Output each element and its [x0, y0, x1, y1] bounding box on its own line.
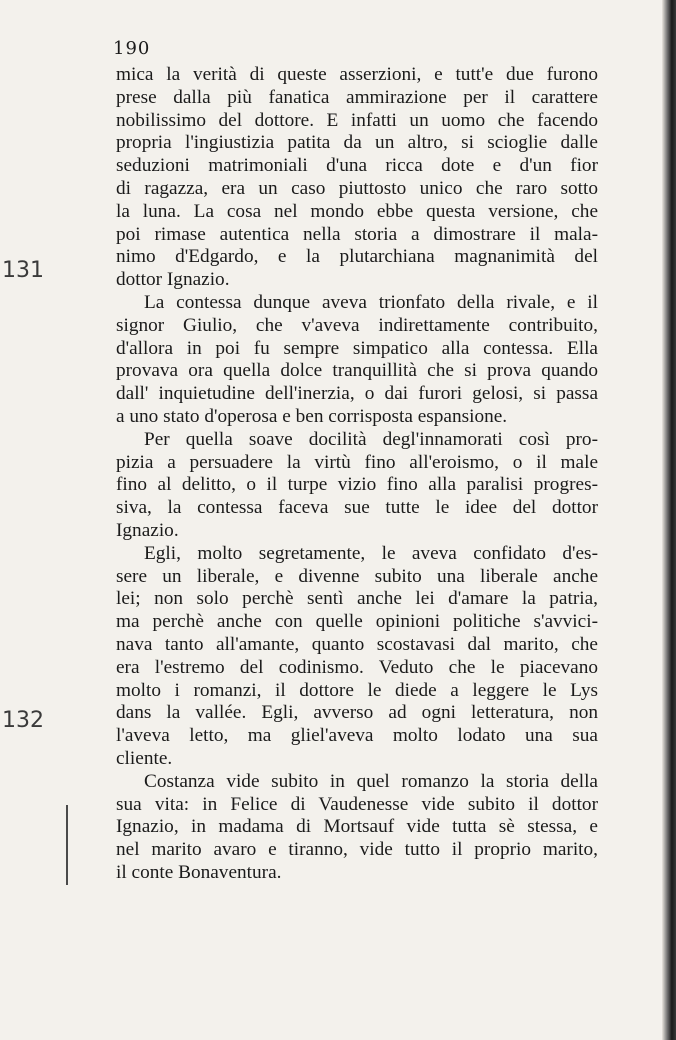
margin-pencil-mark — [66, 805, 68, 885]
text-line: nava tanto all'amante, quanto scostavasi dal marito, che — [116, 633, 598, 655]
text-line: propria l'ingiustizia patita da un altro, si scioglie dalle — [116, 132, 598, 154]
text-line: fino al delitto, o il turpe vizio fino alla paralisi progres- — [116, 474, 598, 496]
text-line: nel marito avaro e tiranno, vide tutto il proprio marito, — [116, 839, 598, 861]
text-line: Egli, molto segretamente, le aveva confidato d'es- — [144, 542, 598, 564]
paragraph — [116, 543, 598, 771]
text-line: lei; non solo perchè sentì anche lei d'amare la patria, — [116, 588, 598, 610]
text-line: dall' inquietudine dell'inerzia, o dai furori gelosi, si passa — [116, 383, 598, 405]
text-line: mica la verità di queste asserzioni, e tutt'e due furono — [116, 64, 598, 85]
paragraph — [116, 64, 598, 292]
text-line: seduzioni matrimoniali d'una ricca dote e d'un fior — [116, 155, 598, 177]
margin-annotation-2: 132 — [2, 708, 44, 733]
text-line: nobilissimo del dottore. E infatti un uomo che facendo — [116, 109, 598, 131]
text-line: cliente. — [116, 747, 173, 769]
text-line: dottor Ignazio. — [116, 269, 230, 291]
text-line: siva, la contessa faceva sue tutte le idee del dottor — [116, 497, 598, 519]
text-line: di ragazza, era un caso piuttosto unico che raro sotto — [116, 177, 598, 199]
text-line: era l'estremo del codinismo. Veduto che le piacevano — [116, 656, 598, 678]
text-line: l'aveva letto, ma gliel'aveva molto lodato una sua — [116, 725, 598, 747]
text-line: d'allora in poi fu sempre simpatico alla contessa. Ella — [116, 337, 598, 359]
page-number: 190 — [113, 38, 151, 59]
text-line: sere un liberale, e divenne subito una liberale anche — [116, 565, 598, 587]
text-line: a uno stato d'operosa e ben corrisposta espansione. — [116, 405, 508, 427]
paragraph — [116, 771, 598, 885]
text-line: prese dalla più fanatica ammirazione per il carattere — [116, 86, 598, 108]
text-line: Ignazio, in madama di Mortsauf vide tutta sè stessa, e — [116, 816, 598, 838]
text-line: la luna. La cosa nel mondo ebbe questa versione, che — [116, 200, 598, 222]
text-line: molto i romanzi, il dottore le diede a leggere le Lys — [116, 679, 598, 701]
text-line: pizia a persuadere la virtù fino all'eroismo, o il male — [116, 451, 598, 473]
text-line: La contessa dunque aveva trionfato della rivale, e il — [144, 291, 598, 313]
text-line: il conte Bonaventura. — [116, 861, 282, 883]
text-line: provava ora quella dolce tranquillità che si prova quando — [116, 360, 598, 382]
margin-annotation-1: 131 — [2, 258, 44, 283]
text-line: nimo d'Edgardo, e la plutarchiana magnanimità del — [116, 246, 598, 268]
paragraph — [116, 292, 598, 429]
paragraph — [116, 429, 598, 543]
text-line: ma perchè anche con quelle opinioni politiche s'avvici- — [116, 611, 598, 633]
text-line: poi rimase autentica nella storia a dimostrare il mala- — [116, 223, 598, 245]
text-line: dans la vallée. Egli, avverso ad ogni letteratura, non — [116, 702, 598, 724]
text-line: Costanza vide subito in quel romanzo la storia della — [144, 770, 598, 792]
text-line: sua vita: in Felice di Vaudenesse vide subito il dottor — [116, 793, 598, 815]
body-text — [116, 64, 598, 885]
page-binding-edge — [662, 0, 676, 1040]
text-line: signor Giulio, che v'aveva indirettamente contribuito, — [116, 314, 598, 336]
text-line: Ignazio. — [116, 519, 179, 541]
text-line: Per quella soave docilità degl'innamorati così pro- — [144, 428, 598, 450]
